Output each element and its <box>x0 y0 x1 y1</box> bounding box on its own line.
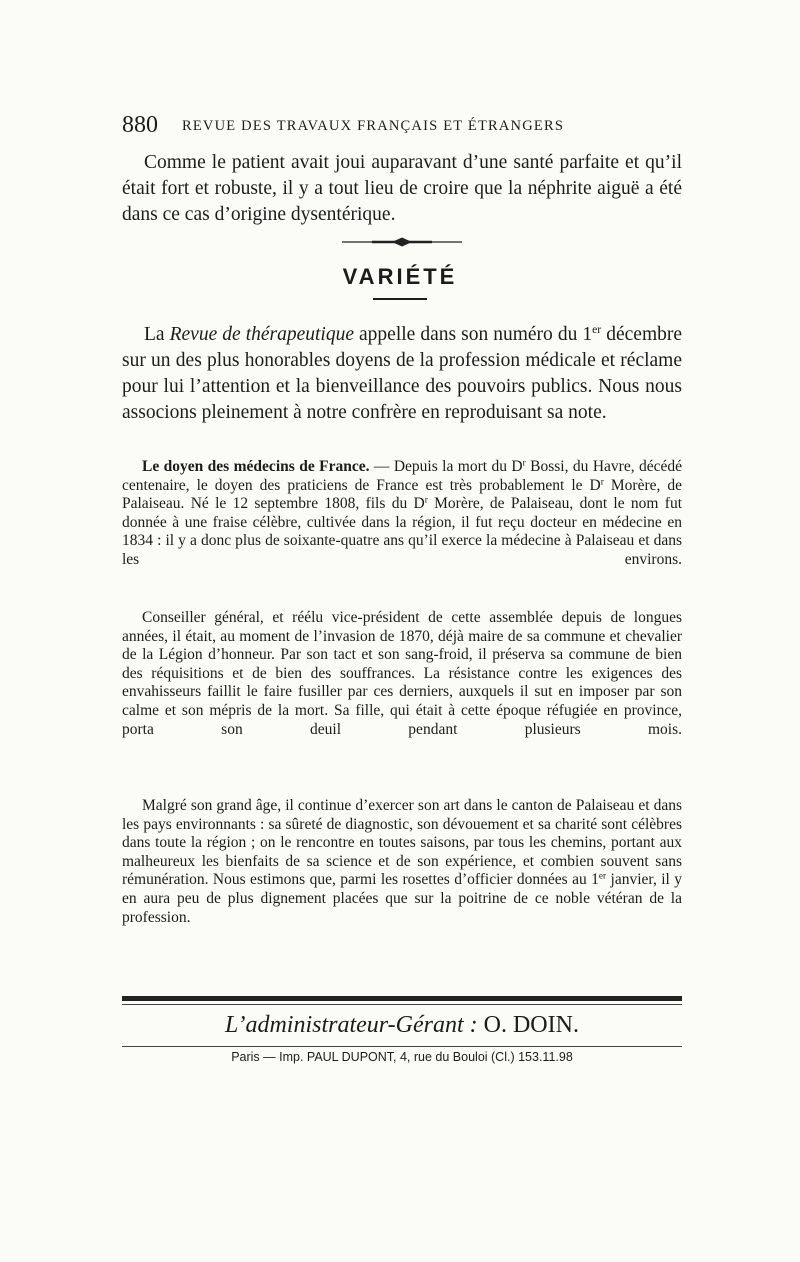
note-paragraph-1 <box>122 458 682 570</box>
superscript: er <box>592 322 602 336</box>
superscript: r <box>522 458 526 469</box>
section-title-underline <box>373 298 427 300</box>
superscript: r <box>600 477 604 488</box>
text-fragment: Morère, de Palaiseau. Né le 12 septembre 1808, fils du D <box>122 476 683 513</box>
note-paragraph-2: Conseiller général, et réélu vice-président de cette assemblée depuis de longues années, il était, au moment de l’invasion de 1870, déjà maire de sa commune et chevalier de la Légion d’honneur. Par son tact et son sang-froid, il préserva sa commune de bien des réquisitions et de bien des souffrances. La résistance contre les exigences des envahisseurs faillit le faire fusiller par ces derniers, auxquels il sut en imposer par son calme et son mépris de la mort. Sa fille, qui était à cette époque réfugiée en province, porta son deuil pendant plusieurs mois. <box>122 609 682 738</box>
page-number: 880 <box>122 112 158 138</box>
text-fragment: Morère, de Palaiseau, dont le nom fut donnée à une fraise célèbre, cultivée dans la région, il fut reçu docteur en médecine en 1834 : il y a donc plus de soixante-quatre ans qu’il exerce la médecine à Palaiseau et dans les environs. <box>122 495 683 568</box>
running-head <box>122 112 682 142</box>
intro-paragraph: Comme le patient avait joui auparavant d’une santé parfaite et qu’il était fort et robuste, il y a tout lieu de croire que la néphrite aiguë a été dans ce cas d’origine dysentérique. <box>122 152 682 225</box>
text-fragment: — Depuis la mort du D <box>373 458 523 475</box>
variete-paragraph <box>122 322 682 426</box>
ornament-divider <box>342 236 462 248</box>
footer-rule-thin <box>122 1004 682 1005</box>
note-heading: Le doyen des médecins de France. <box>142 458 370 475</box>
text-fragment: La <box>144 324 165 345</box>
administrator-name: O. DOIN. <box>483 1012 579 1038</box>
superscript: er <box>598 871 607 882</box>
administrator-line <box>122 1010 682 1040</box>
section-title: VARIÉTÉ <box>342 264 458 289</box>
text-fragment: Bossi, du Havre, décédé centenaire, le doyen des praticiens de France est très probablement le D <box>122 458 683 494</box>
journal-name: Revue de thérapeutique <box>169 324 354 345</box>
text-fragment: appelle dans son numéro du 1 <box>359 324 593 345</box>
note-paragraph-3 <box>122 797 682 927</box>
printer-imprint: Paris — Imp. PAUL DUPONT, 4, rue du Bouloi (Cl.) 153.11.98 <box>231 1050 573 1064</box>
text-fragment: janvier, il y en aura peu de plus dignement placées que sur la poitrine de ce noble vétéran de la profession. <box>122 871 683 926</box>
footer-rule-bottom <box>122 1046 682 1047</box>
journal-title: REVUE DES TRAVAUX FRANÇAIS ET ÉTRANGERS <box>182 118 565 134</box>
superscript: r <box>424 495 428 506</box>
administrator-label: L’administrateur-Gérant : <box>225 1012 478 1038</box>
footer-rule-thick <box>122 996 682 1001</box>
text-fragment: décembre sur un des plus honorables doyens de la profession médicale et réclame pour lui l’attention et la bienveillance des pouvoirs publics. Nous nous associons pleinement à notre confrère en reproduisant sa note. <box>122 324 683 423</box>
text-fragment: Malgré son grand âge, il continue d’exercer son art dans le canton de Palaiseau et dans les pays environnants : sa sûreté de diagnostic, son dévouement et sa charité sont célèbres dans toute la région ; on le rencontre en toutes saisons, par tous les chemins, portant aux malheureux les bienfaits de sa science et de son expérience, et combien souvent sans rémunération. Nous estimons que, parmi les rosettes d’officier données au 1 <box>122 797 682 889</box>
